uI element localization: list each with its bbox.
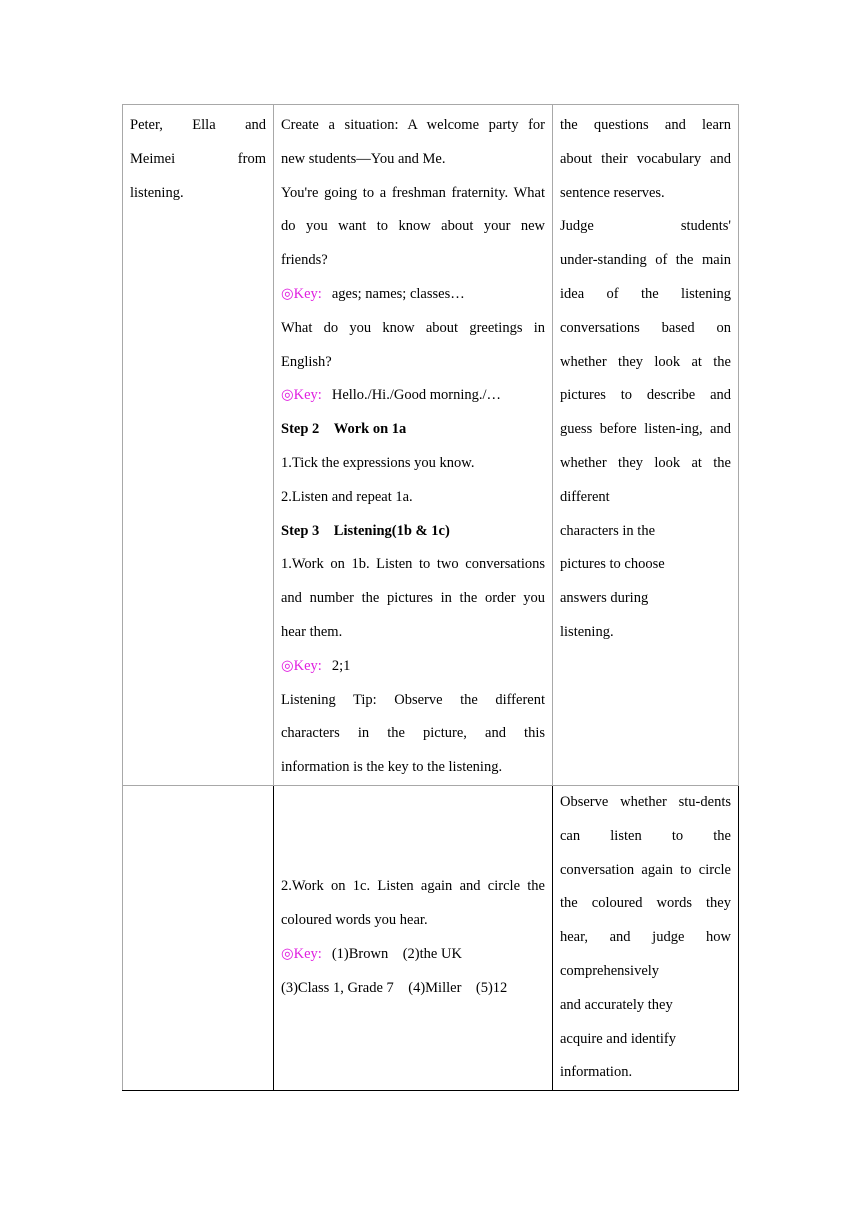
cell-text-line: listening. — [560, 623, 614, 640]
purpose-cell — [553, 105, 739, 786]
key-line — [281, 379, 545, 413]
key-answer: (1)Brown (2)the UK — [331, 946, 462, 963]
purpose-cell — [553, 785, 739, 1090]
cell-text-line: characters in the — [560, 522, 656, 539]
cell-text-line: Judge students' — [560, 218, 731, 235]
cell-text-line: friends? — [281, 252, 328, 269]
cell-text-line: whether they look at the — [560, 454, 731, 471]
cell-text-line: pictures to choose — [560, 556, 665, 573]
cell-text-line: (3)Class 1, Grade 7 (4)Miller (5)12 — [281, 979, 508, 996]
cell-text-line: idea of the listening — [560, 285, 731, 302]
cell-text-line: answers during — [560, 590, 649, 607]
key-answer: ages; names; classes… — [331, 285, 465, 302]
cell-text-line: Create a situation: A welcome party for — [281, 117, 545, 133]
cell-text-line: about their vocabulary and — [560, 150, 731, 167]
cell-text-line: conversation again to circle — [560, 861, 731, 878]
cell-text-line: hear them. — [281, 623, 343, 640]
cell-text-line: listening. — [130, 184, 184, 201]
cell-text-line: comprehensively — [560, 962, 660, 979]
cell-text-line: acquire and identify — [560, 1030, 676, 1047]
cell-text-line: Peter, Ella and — [130, 117, 266, 133]
key-label: ◎Key: — [281, 285, 322, 302]
activity-cell — [274, 105, 553, 786]
table-row — [123, 785, 739, 1090]
cell-text-line: You're going to a freshman fraternity. What — [281, 184, 545, 201]
cell-text-line: Observe whether stu-dents — [560, 793, 731, 810]
cell-text-line: coloured words you hear. — [281, 912, 428, 929]
table-row — [123, 105, 739, 786]
cell-text-line: sentence reserves. — [560, 184, 665, 201]
cell-text-line: guess before listen-ing, and — [560, 421, 731, 438]
cell-text-line: the questions and learn — [560, 117, 731, 133]
key-answer: Hello./Hi./Good morning./… — [331, 387, 502, 404]
cell-text-line: conversations based on — [560, 319, 731, 336]
key-answer: 2;1 — [331, 657, 351, 674]
cell-text-line: What do you know about greetings in — [281, 319, 545, 336]
cell-text-line: 1.Tick the expressions you know. — [281, 454, 475, 471]
cell-text-line: new students—You and Me. — [281, 150, 446, 167]
step-heading: Step 3 Listening(1b & 1c) — [281, 522, 450, 539]
key-label: ◎Key: — [281, 387, 322, 404]
lesson-plan-table — [122, 104, 739, 1091]
cell-text-line: pictures to describe and — [560, 387, 731, 404]
key-line — [281, 650, 545, 684]
cell-text-line: English? — [281, 353, 332, 370]
key-label: ◎Key: — [281, 946, 322, 963]
cell-text-line: characters in the picture, and this — [281, 725, 545, 742]
objective-cell — [123, 785, 274, 1090]
cell-text-line: under-standing of the main — [560, 252, 731, 269]
cell-text-line: and accurately they — [560, 996, 673, 1013]
key-label: ◎Key: — [281, 657, 322, 674]
cell-text-line: 1.Work on 1b. Listen to two conversations — [281, 556, 545, 573]
activity-cell — [274, 785, 553, 1090]
cell-text-line: can listen to the — [560, 827, 731, 844]
key-line — [281, 278, 545, 312]
cell-text-line: the coloured words they — [560, 895, 731, 912]
cell-text-line: Listening Tip: Observe the different — [281, 691, 545, 708]
cell-text-line: information is the key to the listening. — [281, 759, 503, 776]
cell-text-line: and number the pictures in the order you — [281, 590, 545, 607]
cell-text-line: do you want to know about your new — [281, 218, 545, 235]
key-line — [281, 938, 545, 972]
cell-text-line: information. — [560, 1064, 633, 1081]
cell-text-line: 2.Work on 1c. Listen again and circle the — [281, 878, 545, 895]
cell-text-line: 2.Listen and repeat 1a. — [281, 488, 413, 505]
cell-text-line: whether they look at the — [560, 353, 731, 370]
cell-text-line: hear, and judge how — [560, 929, 731, 946]
step-heading: Step 2 Work on 1a — [281, 421, 407, 438]
cell-text-line: different — [560, 488, 610, 505]
cell-text-line: Meimei from — [130, 150, 266, 167]
objective-cell — [123, 105, 274, 786]
